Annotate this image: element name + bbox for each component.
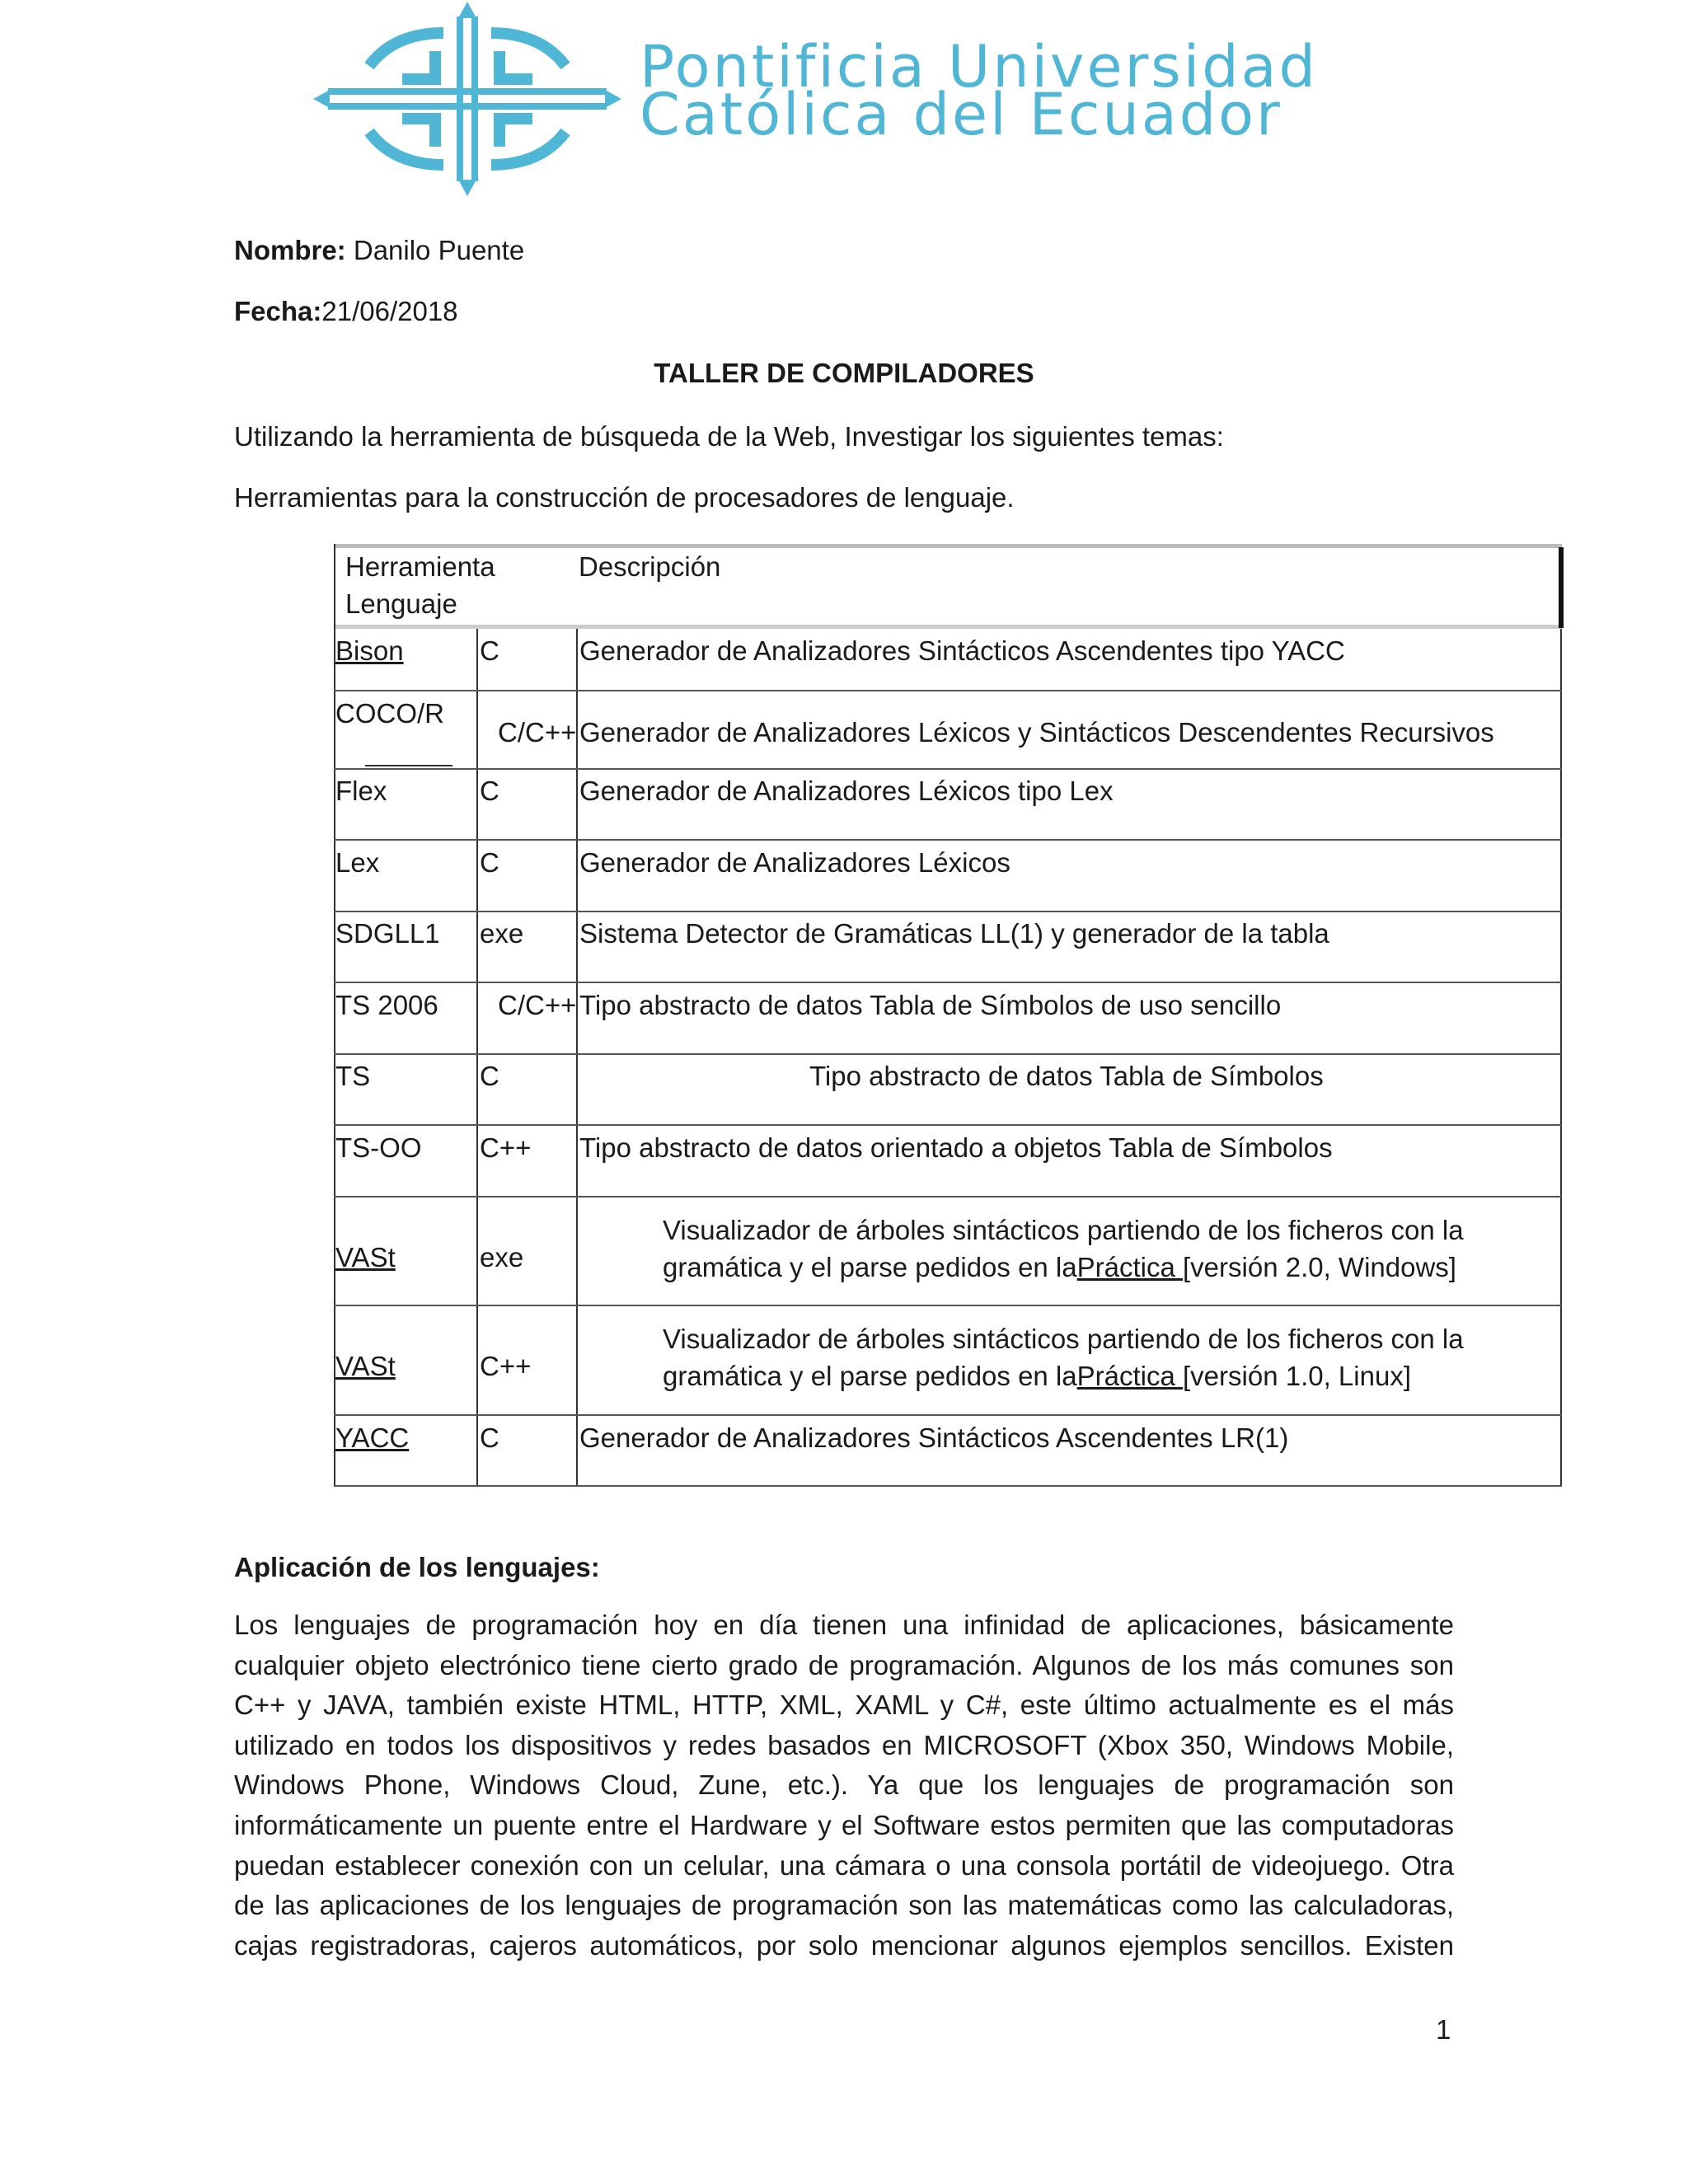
table-cell-lang: C++: [480, 1132, 532, 1163]
intro-paragraph-1: Utilizando la herramienta de búsqueda de la Web, Investigar los siguientes temas:: [234, 421, 1224, 452]
table-cell-lang: C: [480, 776, 499, 806]
practica-link[interactable]: Práctica: [1076, 1252, 1183, 1282]
body-line: de las aplicaciones de los lenguajes de programación son las matemáticas como las calculadoras,: [234, 1890, 1454, 1921]
desc-text: gramática y el parse pedidos en la: [663, 1252, 1077, 1282]
header-tool-line2: Lenguaje: [345, 588, 457, 619]
body-line: C++ y JAVA, también existe HTML, HTTP, XML, XAML y C#, este último actualmente es el más: [234, 1690, 1454, 1721]
university-name: [640, 33, 1318, 148]
table-cell-lang: exe: [480, 1242, 524, 1272]
table-cell-desc: [663, 1320, 1464, 1394]
table-cell-lang: C: [480, 847, 499, 878]
university-line-2: Católica del Ecuador: [640, 81, 1282, 148]
document-title: TALLER DE COMPILADORES: [654, 358, 1034, 388]
table-cell-tool: COCO/R: [335, 698, 444, 729]
desc-line-2: [663, 1357, 1464, 1394]
date-field: [234, 295, 458, 328]
desc-line-1: Visualizador de árboles sintácticos partiendo de los ficheros con la: [663, 1215, 1464, 1245]
tools-table: [334, 544, 1562, 1487]
table-cell-desc: Generador de Analizadores Léxicos: [579, 847, 1010, 878]
table-cell-desc: Generador de Analizadores Léxicos tipo Lex: [579, 776, 1114, 806]
page-number: 1: [1436, 2014, 1451, 2045]
table-cell-tool: TS 2006: [335, 990, 438, 1020]
table-cell-desc: Sistema Detector de Gramáticas LL(1) y generador de la tabla: [579, 918, 1329, 949]
table-cell-tool[interactable]: YACC: [335, 1422, 410, 1453]
table-header-tool: [345, 548, 495, 622]
body-paragraph: [234, 1605, 1454, 1966]
table-cell-desc: Tipo abstracto de datos Tabla de Símbolos: [809, 1061, 1324, 1091]
section-heading: Aplicación de los lenguajes:: [234, 1552, 600, 1582]
body-line: puedan establecer conexión con un celular, una cámara o una consola portátil de videojuego. Otra: [234, 1849, 1454, 1881]
date-value: 21/06/2018: [321, 296, 458, 326]
table-cell-lang: C: [480, 1061, 499, 1091]
table-cell-lang: exe: [480, 918, 524, 949]
table-cell-desc: Generador de Analizadores Sintácticos Ascendentes tipo YACC: [579, 635, 1345, 666]
body-line: Los lenguajes de programación hoy en día tienen una infinidad de aplicaciones, básicamente: [234, 1610, 1454, 1640]
table-cell-lang: C/C++: [498, 990, 577, 1020]
table-cell-desc: [663, 1212, 1464, 1286]
university-line-1: Pontificia Universidad: [640, 33, 1318, 101]
name-label: Nombre:: [234, 235, 346, 265]
table-cell-tool: Flex: [335, 776, 387, 806]
body-line: cualquier objeto electrónico tiene cierto grado de programación. Algunos de los más comunes son: [234, 1649, 1454, 1680]
header-tool-line1: Herramienta: [345, 551, 495, 582]
desc-line-2: [663, 1249, 1464, 1286]
table-cell-lang: C: [480, 635, 499, 666]
body-line: utilizado en todos los dispositivos y redes basados en MICROSOFT (Xbox 350, Windows Mobile,: [234, 1729, 1454, 1760]
table-cell-desc: Tipo abstracto de datos Tabla de Símbolos de uso sencillo: [579, 990, 1282, 1020]
table-cell-tool[interactable]: VASt: [335, 1242, 396, 1272]
name-field: [234, 234, 524, 267]
table-cell-lang: C/C++: [498, 717, 577, 748]
table-cell-desc: Generador de Analizadores Sintácticos Ascendentes LR(1): [579, 1422, 1289, 1453]
body-line: cajas registradoras, cajeros automáticos, por solo mencionar algunos ejemplos sencillos. Existen: [234, 1929, 1454, 1961]
name-value: Danilo Puente: [345, 235, 525, 265]
cross-logo-icon: [312, 0, 623, 198]
table-cell-tool: Lex: [335, 847, 380, 878]
body-line: informáticamente un puente entre el Hardware y el Software estos permiten que las computadoras: [234, 1809, 1454, 1840]
table-cell-desc: Tipo abstracto de datos orientado a objetos Tabla de Símbolos: [579, 1132, 1333, 1163]
table-cell-tool[interactable]: VASt: [335, 1351, 396, 1381]
practica-link[interactable]: Práctica: [1076, 1361, 1183, 1391]
table-header-description: Descripción: [579, 551, 721, 582]
table-cell-tool[interactable]: Bison: [335, 635, 404, 666]
date-label: Fecha:: [234, 296, 322, 326]
table-cell-desc: Generador de Analizadores Léxicos y Sintácticos Descendentes Recursivos: [579, 717, 1494, 748]
table-cell-lang: C++: [480, 1351, 532, 1381]
body-line: Windows Phone, Windows Cloud, Zune, etc.). Ya que los lenguajes de programación son: [234, 1769, 1454, 1801]
desc-text: [versión 1.0, Linux]: [1183, 1361, 1411, 1391]
desc-text: [versión 2.0, Windows]: [1183, 1252, 1456, 1282]
table-cell-tool: SDGLL1: [335, 918, 440, 949]
desc-line-1: Visualizador de árboles sintácticos partiendo de los ficheros con la: [663, 1324, 1464, 1354]
table-cell-tool: TS-OO: [335, 1132, 422, 1163]
intro-paragraph-2: Herramientas para la construcción de procesadores de lenguaje.: [234, 482, 1015, 513]
table-cell-lang: C: [480, 1422, 499, 1453]
table-cell-tool: TS: [335, 1061, 371, 1091]
desc-text: gramática y el parse pedidos en la: [663, 1361, 1077, 1391]
